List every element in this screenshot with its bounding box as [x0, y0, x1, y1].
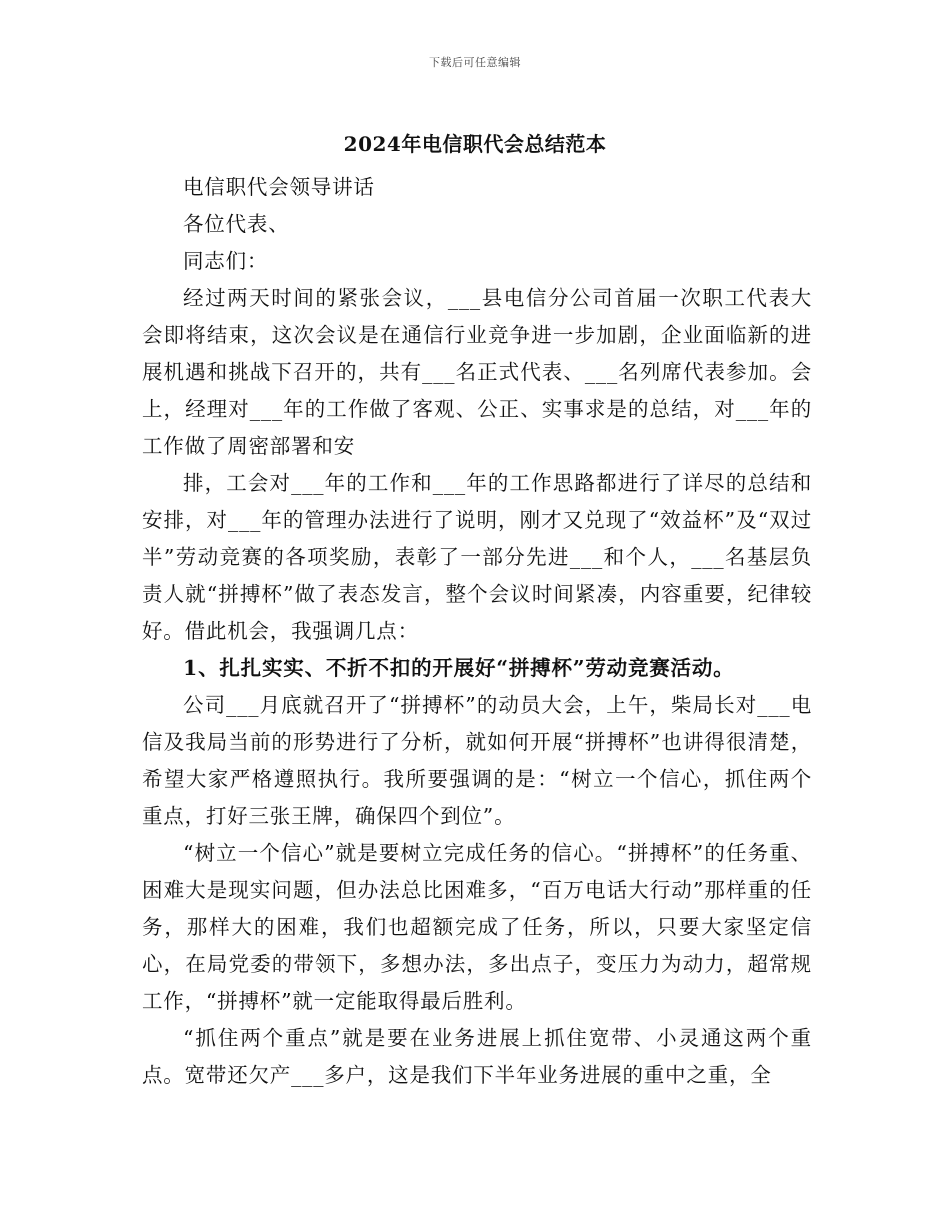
salutation-delegates: 各位代表、: [183, 212, 290, 236]
speech-heading: 电信职代会领导讲话: [183, 175, 375, 199]
paragraph: 排，工会对___年的工作和___年的工作思路都进行了详尽的总结和安排，对___年的管理办法进行了说明，刚才又兑现了“效益杯”及“双过半”劳动竞赛的各项奖励，表彰了一部分先进___和个人，___名基层负责人就“拼搏杯”做了表态发言，整个会议时间紧凑，内容重要，纪律较好。借此机会，我强调几点：: [142, 471, 812, 643]
paragraph: 经过两天时间的紧张会议，___县电信分公司首届一次职工代表大会即将结束，这次会议是在通信行业竞争进一步加剧，企业面临新的进展机遇和挑战下召开的，共有___名正式代表、___名列席代表参加。会上，经理对___年的工作做了客观、公正、实事求是的总结，对___年的工作做了周密部署和安: [142, 286, 812, 458]
salutation-comrades: 同志们：: [183, 249, 269, 273]
section-heading: 1、扎扎实实、不折不扣的开展好“拼搏杯”劳动竞赛活动。: [183, 656, 735, 680]
header-note: 下载后可任意编辑: [429, 56, 521, 69]
document-body: [142, 169, 812, 1094]
paragraph: 公司___月底就召开了“拼搏杯”的动员大会，上午，柴局长对___电信及我局当前的形势进行了分析，就如何开展“拼搏杯”也讲得很清楚，希望大家严格遵照执行。我所要强调的是：“树立一个信心，抓住两个重点，打好三张王牌，确保四个到位”。: [142, 693, 812, 828]
paragraph: “抓住两个重点”就是要在业务进展上抓住宽带、小灵通这两个重点。宽带还欠产___多户，这是我们下半年业务进展的重中之重，全: [142, 1026, 812, 1087]
document-title: 2024年电信职代会总结范本: [343, 132, 607, 156]
paragraph: “树立一个信心”就是要树立完成任务的信心。“拼搏杯”的任务重、困难大是现实问题，但办法总比困难多，“百万电话大行动”那样重的任务，那样大的困难，我们也超额完成了任务，所以，只要大家坚定信心，在局党委的带领下，多想办法，多出点子，变压力为动力，超常规工作，“拼搏杯”就一定能取得最后胜利。: [142, 841, 812, 1013]
